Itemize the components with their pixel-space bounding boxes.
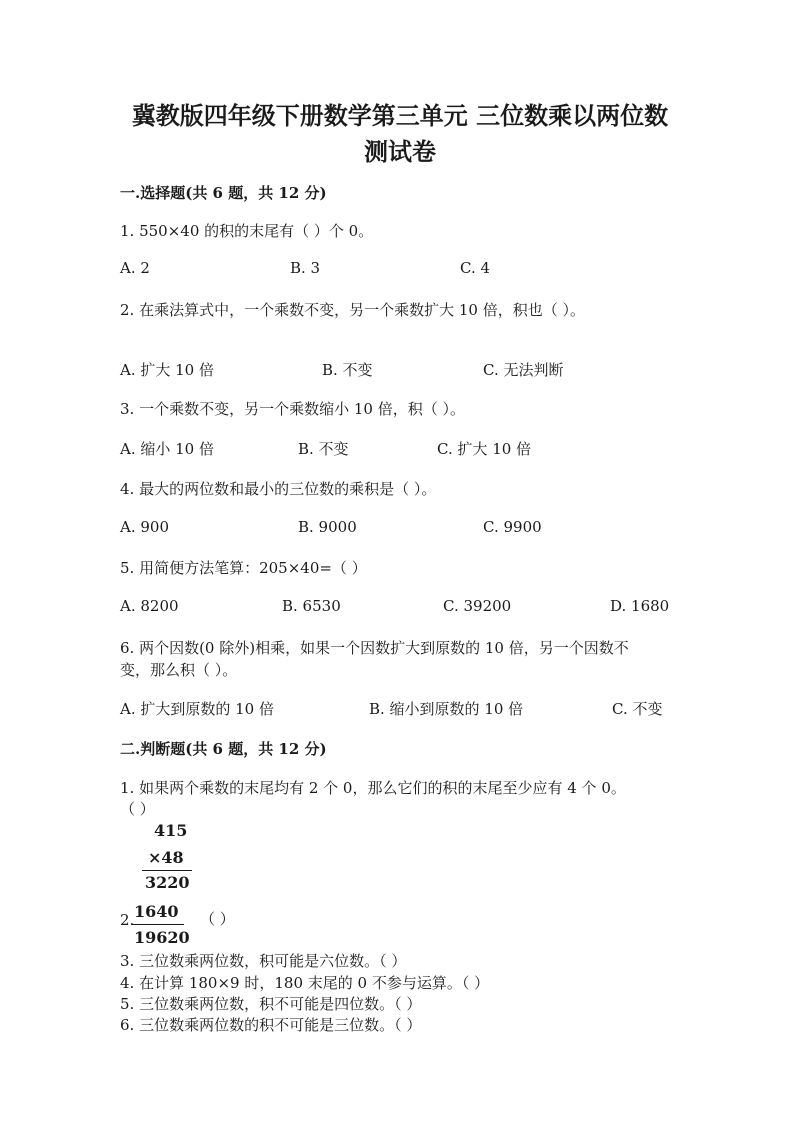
question-1-3: 3. 一个乘数不变，另一个乘数缩小 10 倍，积（ ）。 [120,400,465,418]
exam-title-line1: 冀教版四年级下册数学第三单元 三位数乘以两位数 [131,101,669,130]
q1-6-option-a[interactable]: A. 扩大到原数的 10 倍 [120,700,274,718]
calc-multiplicand: 415 [154,821,188,840]
q1-1-option-b[interactable]: B. 3 [290,259,321,277]
q1-3-option-b[interactable]: B. 不变 [298,440,349,458]
q1-5-option-b[interactable]: B. 6530 [282,597,341,615]
question-2-3: 3. 三位数乘两位数，积可能是六位数。（ ） [120,952,407,970]
q1-5-option-a[interactable]: A. 8200 [120,597,179,615]
q1-6-option-b[interactable]: B. 缩小到原数的 10 倍 [369,700,524,718]
question-2-4: 4. 在计算 180×9 时，180 末尾的 0 不参与运算。（ ） [120,974,490,992]
calc-partial-product-1: 3220 [145,873,190,892]
calc-rule-1 [142,870,192,871]
section1-heading: 一.选择题(共 6 题，共 12 分) [120,184,327,202]
calc-result: 19620 [134,928,190,947]
question-1-5: 5. 用简便方法笔算：205×40=（ ） [120,559,367,577]
question-2-2-number: 2. [120,911,135,929]
q1-4-option-c[interactable]: C. 9900 [483,518,542,536]
section2-heading: 二.判断题(共 6 题，共 12 分) [120,740,327,758]
q1-6-option-c[interactable]: C. 不变 [612,700,663,718]
question-2-1-line1: 1. 如果两个乘数的末尾均有 2 个 0，那么它们的积的末尾至少应有 4 个 0。 [120,779,626,797]
question-2-2-paren: （ ） [200,910,235,928]
q1-5-option-c[interactable]: C. 39200 [443,597,512,615]
calc-multiplier: ×48 [148,848,184,867]
q1-5-option-d[interactable]: D. 1680 [610,597,670,615]
q1-2-option-c[interactable]: C. 无法判断 [483,361,564,379]
question-1-2: 2. 在乘法算式中，一个乘数不变，另一个乘数扩大 10 倍，积也（ ）。 [120,301,585,319]
calc-rule-2 [132,924,184,925]
question-1-4: 4. 最大的两位数和最小的三位数的乘积是（ ）。 [120,480,437,498]
exam-title-line2: 测试卷 [364,137,436,166]
q1-2-option-b[interactable]: B. 不变 [322,361,373,379]
q1-4-option-b[interactable]: B. 9000 [298,518,357,536]
q1-2-option-a[interactable]: A. 扩大 10 倍 [120,361,214,379]
q1-1-option-a[interactable]: A. 2 [120,259,150,277]
calc-partial-product-2: 1640 [134,902,179,921]
question-1-6-line1: 6. 两个因数(0 除外)相乘，如果一个因数扩大到原数的 10 倍，另一个因数不 [120,639,629,657]
question-2-5: 5. 三位数乘两位数，积不可能是四位数。（ ） [120,995,422,1013]
q1-1-option-c[interactable]: C. 4 [460,259,491,277]
question-2-6: 6. 三位数乘两位数的积不可能是三位数。（ ） [120,1016,422,1034]
q1-3-option-a[interactable]: A. 缩小 10 倍 [120,440,214,458]
q1-4-option-a[interactable]: A. 900 [120,518,169,536]
q1-3-option-c[interactable]: C. 扩大 10 倍 [437,440,532,458]
question-1-6-line2: 变，那么积（ ）。 [120,661,238,679]
question-2-1-line2: （ ） [120,800,155,818]
question-1-1: 1. 550×40 的积的末尾有（ ）个 0。 [120,222,374,240]
